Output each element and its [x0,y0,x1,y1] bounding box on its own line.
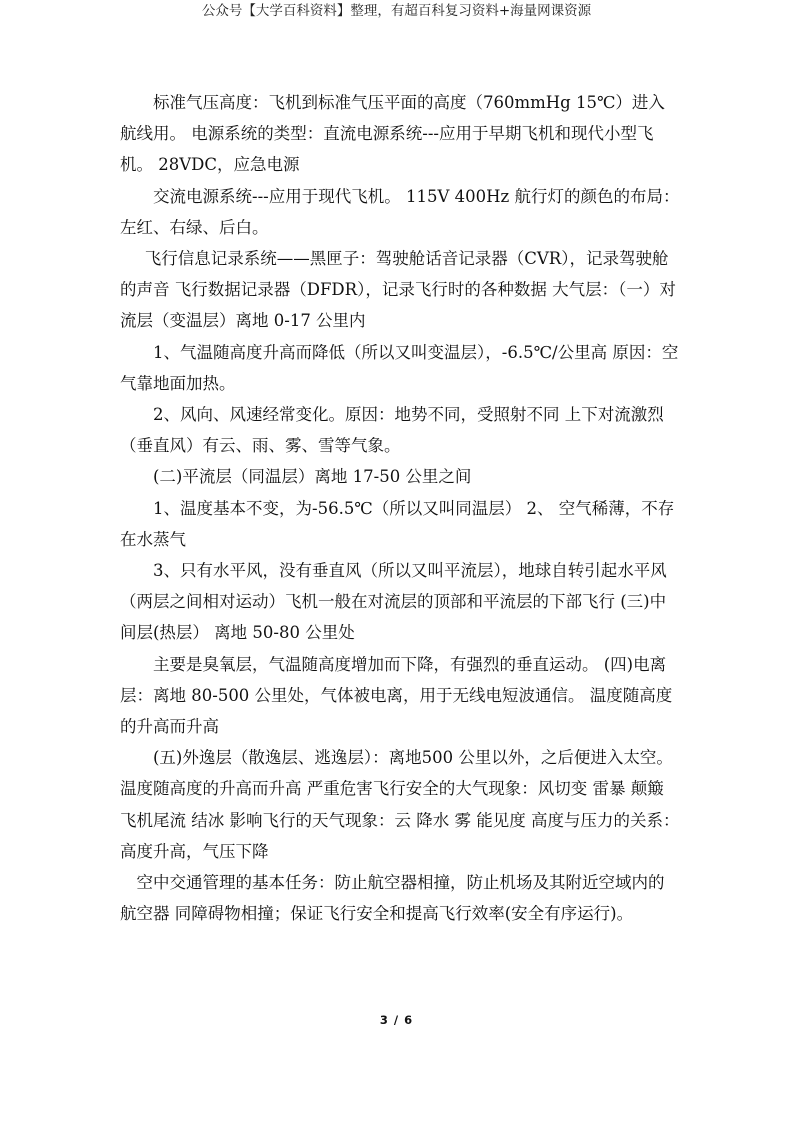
paragraph-troposphere-temperature: 1、气温随高度升高而降低（所以又叫变温层），-6.5℃/公里高 原因：空气靠地面加热。 [120,342,679,393]
page-header: 公众号【大学百科资料】整理，有超百科复习资料+海量网课资源 [201,3,592,19]
paragraph-stratosphere-temperature: 1、温度基本不变，为-56.5℃（所以又叫同温层） 2、 空气稀薄，不存在水蒸气 [120,498,675,549]
paragraph-air-traffic-management: 空中交通管理的基本任务：防止航空器相撞，防止机场及其附近空域内的航空器 同障碍物相撞；保证飞行安全和提高飞行效率(安全有序运行)。 [120,873,665,924]
document-body [120,87,680,929]
paragraph-flight-recorder: 飞行信息记录系统——黑匣子：驾驶舱话音记录器（CVR），记录驾驶舱的声音 飞行数据记录器（DFDR），记录飞行时的各种数据 大气层：（一）对流层（变温层）离地 0-17 公里内 [120,249,676,331]
paragraph-standard-pressure-altitude: 标准气压高度：飞机到标准气压平面的高度（760mmHg 15℃）进入航线用。 电源系统的类型：直流电源系统---应用于早期飞机和现代小型飞机。 28VDC，应急电源 [120,93,665,175]
paragraph-exosphere-weather: (五)外逸层（散逸层、逃逸层）：离地500 公里以外，之后便进入太空。 温度随高度的升高而升高 严重危害飞行安全的大气现象：风切变 雷暴 颠簸 飞机尾流 结冰 影响飞行的天气现象：云 降水 雾 能见度 高度与压力的关系：高度升高，气压下降 [120,748,680,861]
paragraph-ac-power-system: 交流电源系统---应用于现代飞机。 115V 400Hz 航行灯的颜色的布局：左红、右绿、后白。 [120,186,680,237]
page-number: 3 / 6 [379,1013,414,1027]
paragraph-troposphere-wind: 2、风向、风速经常变化。原因：地势不同，受照射不同 上下对流激烈（垂直风）有云、雨、雾、雪等气象。 [120,405,664,456]
paragraph-mesosphere-ionosphere: 主要是臭氧层，气温随高度增加而下降，有强烈的垂直运动。 (四)电离层：离地 80-500 公里处，气体被电离，用于无线电短波通信。 温度随高度的升高而升高 [120,654,673,737]
paragraph-stratosphere-heading: (二)平流层（同温层）离地 17-50 公里之间 [153,467,472,487]
paragraph-stratosphere-wind: 3、只有水平风，没有垂直风（所以又叫平流层），地球自转引起水平风（两层之间相对运动）飞机一般在对流层的顶部和平流层的下部飞行 (三)中间层(热层） 离地 50-80 公里处 [120,561,667,643]
